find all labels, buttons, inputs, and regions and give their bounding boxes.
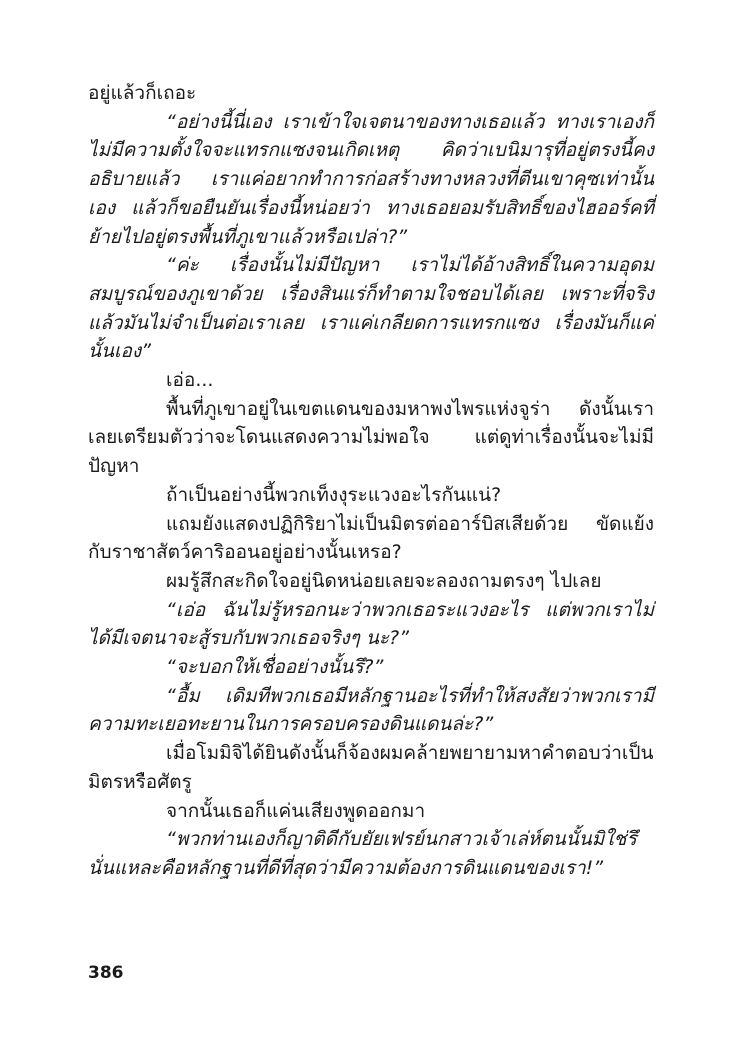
paragraph: ถ้าเป็นอย่างนี้พวกเท็งงุระแวงอะไรกันแน่?: [166, 483, 502, 506]
paragraph: “เอ่อ ฉันไม่รู้หรอกนะว่าพวกเธอระแวงอะไร แต่พวกเราไม่ได้มีเจตนาจะสู้รบกับพวกเธอจริงๆ นะ?”: [88, 598, 654, 650]
paragraph: “ค่ะ เรื่องนั้นไม่มีปัญหา เราไม่ได้อ้างสิทธิ์ในความอุดมสมบูรณ์ของภูเขาด้วย เรื่องสินแร่ก็ทำตามใจชอบได้เลย เพราะที่จริงแล้วมันไม่จำเป็นต่อเราเลย เราแค่เกลียดการแทรกแซง เรื่องมันก็แค่นั้นเอง”: [88, 254, 654, 363]
paragraph: “จะบอกให้เชื่ออย่างนั้นรึ?”: [166, 656, 384, 679]
paragraph: อยู่แล้วก็เถอะ: [88, 82, 197, 104]
paragraph: “พวกท่านเองก็ญาติดีกับยัยเฟรย์นกสาวเจ้าเล่ห์ตนนั้นมิใช่รึ นั่นแหละคือหลักฐานที่ดีที่สุดว่ามีความต้องการดินแดนของเรา!”: [88, 828, 637, 879]
paragraph: “อื้ม เดิมทีพวกเธอมีหลักฐานอะไรที่ทำให้สงสัยว่าพวกเรามีความทะเยอทะยานในการครอบครองดินแดนล่ะ?”: [88, 684, 654, 736]
paragraph: เมื่อโมมิจิได้ยินดังนั้นก็จ้องผมคล้ายพยายามหาคำตอบว่าเป็นมิตรหรือศัตรู: [88, 742, 654, 793]
paragraph: แถมยังแสดงปฏิกิริยาไม่เป็นมิตรต่ออาร์บิสเสียด้วย ขัดแย้งกับราชาสัตว์คาริออนอยู่อย่างนั้นเหรอ?: [88, 512, 654, 564]
page-number: 386: [88, 963, 124, 983]
paragraph: พื้นที่ภูเขาอยู่ในเขตแดนของมหาพงไพรแห่งจูร่า ดังนั้นเราเลยเตรียมตัวว่าจะโดนแสดงความไม่พอใจ แต่ดูท่าเรื่องนั้นจะไม่มีปัญหา: [88, 397, 654, 478]
paragraph: จากนั้นเธอก็แค่นเสียงพูดออกมา: [166, 799, 426, 822]
body-text: [88, 79, 654, 883]
paragraph: ผมรู้สึกสะกิดใจอยู่นิดหน่อยเลยจะลองถามตรงๆ ไปเลย: [166, 569, 602, 592]
paragraph: เอ่อ...: [166, 369, 214, 392]
paragraph: “อย่างนี้นี่เอง เราเข้าใจเจตนาของทางเธอแล้ว ทางเราเองก็ไม่มีความตั้งใจจะแทรกแซงจนเกิดเหตุ คิดว่าเบนิมารุที่อยู่ตรงนี้คงอธิบายแล้ว เราแค่อยากทำการก่อสร้างทางหลวงที่ตีนเขาคุซเท่านั้นเอง แล้วก็ขอยืนยันเรื่องนี้หน่อยว่า ทางเธอยอมรับสิทธิ์ของไฮออร์คที่ย้ายไปอยู่ตรงพื้นที่ภูเขาแล้วหรือเปล่า?”: [88, 110, 654, 248]
